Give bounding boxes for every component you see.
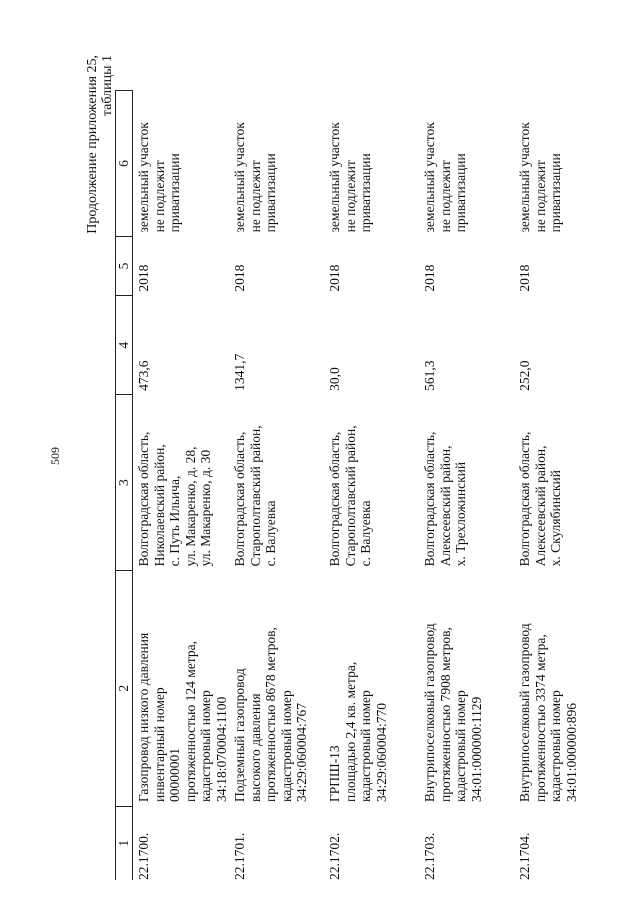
object-address bbox=[324, 395, 419, 570]
object-address-line: Старополтавский район, bbox=[342, 425, 358, 567]
object-description-line: протяженностью 3374 метра, bbox=[532, 634, 548, 803]
table-row bbox=[229, 91, 324, 881]
continuation-note bbox=[85, 55, 115, 355]
object-note-line: земельный участок bbox=[517, 122, 532, 233]
object-year: 2018 bbox=[232, 264, 247, 292]
column-header: 4 bbox=[116, 296, 133, 395]
object-note-line: не подлежит bbox=[532, 160, 548, 233]
object-note-line: приватизации bbox=[167, 153, 182, 233]
object-note bbox=[324, 91, 419, 237]
continuation-line-1: Продолжение приложения 25, bbox=[85, 55, 100, 234]
object-note-line: приватизации bbox=[453, 153, 468, 233]
column-header: 3 bbox=[116, 395, 133, 570]
object-description-line: 34:29:060004:770 bbox=[373, 703, 389, 803]
object-note-line: не подлежит bbox=[247, 160, 263, 233]
object-area: 561,3 bbox=[422, 360, 437, 391]
object-description-line: 00000001 bbox=[167, 748, 182, 803]
object-description-line: кадастровый номер bbox=[358, 690, 373, 803]
object-area: 473,6 bbox=[136, 360, 151, 391]
object-address-line: Николаевский район, bbox=[151, 444, 167, 567]
object-year: 2018 bbox=[327, 264, 342, 292]
object-address-line: х. Трехложинский bbox=[453, 461, 468, 567]
row-number: 22.1704. bbox=[517, 832, 532, 880]
object-address-line: Алексеевский район, bbox=[437, 445, 453, 567]
object-address-line: Волгоградская область, bbox=[517, 431, 532, 567]
object-note-line: не подлежит bbox=[437, 160, 453, 233]
object-address-line: с. Путь Ильича, bbox=[167, 475, 182, 567]
object-address-line: Волгоградская область, bbox=[232, 431, 247, 567]
object-address-line: х. Скулябинский bbox=[548, 470, 563, 567]
object-description bbox=[514, 570, 609, 806]
object-note-line: приватизации bbox=[548, 153, 563, 233]
object-note-line: земельный участок bbox=[232, 122, 247, 233]
object-description-line: протяженностью 8678 метров, bbox=[263, 627, 278, 803]
object-description-line: кадастровый номер bbox=[548, 690, 563, 803]
object-description-line: 34:18:070004:1100 bbox=[213, 696, 229, 803]
object-description-line: Внутрипоселковый газопровод bbox=[517, 623, 532, 803]
object-description bbox=[133, 570, 230, 806]
table-row bbox=[419, 91, 514, 881]
object-description-line: 34:01:000000:1129 bbox=[468, 696, 484, 803]
object-address bbox=[133, 395, 230, 570]
column-header: 2 bbox=[116, 570, 133, 806]
object-description-line: Газопровод низкого давления bbox=[136, 632, 151, 803]
column-header: 1 bbox=[116, 806, 133, 880]
object-address-line: ул. Макаренко, д. 28, bbox=[182, 446, 198, 567]
row-number: 22.1701. bbox=[232, 832, 247, 880]
object-address bbox=[514, 395, 609, 570]
row-number: 22.1702. bbox=[327, 832, 342, 880]
page-number: 509 bbox=[48, 447, 62, 465]
object-note-line: приватизации bbox=[358, 153, 373, 233]
object-address-line: Алексеевский район, bbox=[532, 445, 548, 567]
object-address-line: Волгоградская область, bbox=[422, 431, 437, 567]
object-area: 1341,7 bbox=[232, 353, 247, 391]
object-address bbox=[419, 395, 514, 570]
object-address-line: ул. Макаренко, д. 30 bbox=[198, 449, 213, 567]
row-number: 22.1703. bbox=[422, 832, 437, 880]
object-address-line: Волгоградская область, bbox=[327, 431, 342, 567]
object-note-line: земельный участок bbox=[327, 122, 342, 233]
object-address-line: Старополтавский район, bbox=[247, 425, 263, 567]
object-address bbox=[229, 395, 324, 570]
property-table bbox=[115, 90, 609, 880]
object-description-line: кадастровый номер bbox=[278, 690, 294, 803]
object-description bbox=[229, 570, 324, 806]
object-address-line: Волгоградская область, bbox=[136, 431, 151, 567]
object-description-line: 34:29:060004:767 bbox=[294, 703, 309, 803]
object-description-line: Подземный газопровод bbox=[232, 668, 247, 803]
object-year: 2018 bbox=[136, 264, 151, 292]
object-note-line: не подлежит bbox=[151, 160, 167, 233]
object-description-line: протяженностью 7908 метров, bbox=[437, 627, 453, 803]
object-note bbox=[514, 91, 609, 237]
object-note-line: не подлежит bbox=[342, 160, 358, 233]
object-note bbox=[229, 91, 324, 237]
object-note-line: земельный участок bbox=[136, 122, 151, 233]
object-note bbox=[419, 91, 514, 237]
continuation-line-2: таблицы 1 bbox=[100, 55, 115, 117]
object-description-line: протяженностью 124 метра, bbox=[182, 641, 198, 803]
object-note-line: земельный участок bbox=[422, 122, 437, 233]
object-address-line: с. Валуевка bbox=[358, 500, 373, 567]
object-year: 2018 bbox=[422, 264, 437, 292]
table-row bbox=[133, 91, 230, 881]
table-row bbox=[324, 91, 419, 881]
object-description-line: кадастровый номер bbox=[198, 690, 213, 803]
object-description-line: ГРПШ-13 bbox=[327, 745, 342, 803]
table-row bbox=[514, 91, 609, 881]
column-header: 6 bbox=[116, 91, 133, 237]
row-number: 22.1700. bbox=[136, 832, 151, 880]
object-note-line: приватизации bbox=[263, 153, 278, 233]
object-description-line: высокого давления bbox=[247, 693, 263, 803]
object-description bbox=[419, 570, 514, 806]
object-description-line: Внутрипоселковый газопровод bbox=[422, 623, 437, 803]
object-description bbox=[324, 570, 419, 806]
object-description-line: инвентарный номер bbox=[151, 687, 167, 803]
table-header-row bbox=[116, 91, 133, 881]
object-year: 2018 bbox=[517, 264, 532, 292]
object-description-line: площадью 2,4 кв. метра, bbox=[342, 661, 358, 803]
object-area: 252,0 bbox=[517, 360, 532, 391]
object-area: 30,0 bbox=[327, 367, 342, 391]
object-address-line: с. Валуевка bbox=[263, 500, 278, 567]
object-description-line: кадастровый номер bbox=[453, 690, 468, 803]
column-header: 5 bbox=[116, 236, 133, 295]
object-description-line: 34:01:000000:896 bbox=[563, 703, 579, 803]
object-note bbox=[133, 91, 230, 237]
